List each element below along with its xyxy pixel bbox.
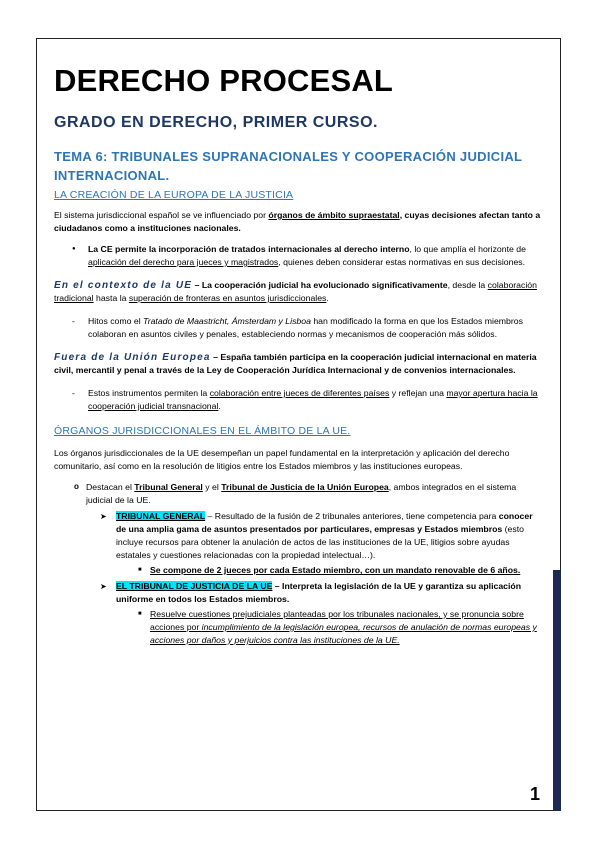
page-number: 1 [530, 784, 541, 804]
document-body [54, 62, 542, 647]
list-item-ce: ● La CE permite la incorporación de tratados internacionales al derecho interno, lo que amplía el horizonte de aplicación del derecho para jueces y magistrados, quienes deben considerar estas normativas en sus decisiones. [88, 243, 542, 269]
section-title-europa-justicia: LA CREACIÓN DE LA EUROPA DE LA JUSTICIA [54, 189, 294, 201]
list-item-instrumentos: - Estos instrumentos permiten la colaboración entre jueces de diferentes países y reflejan una mayor apertura hacia la cooperación judicial transnacional. [88, 387, 542, 413]
document-subtitle: GRADO EN DERECHO, PRIMER CURSO. [54, 114, 378, 131]
list-item-destacan: o Destacan el Tribunal General y el Tribunal de Justicia de la Unión Europea, ambos integrados en el sistema judicial de la UE. [86, 481, 542, 507]
document-title: DERECHO PROCESAL [54, 63, 394, 98]
list-item-tribunal-justicia: ➤ EL TRIBUNAL DE JUSTICIA DE LA UE – Interpreta la legislación de la UE y garantiza su aplicación uniforme en todos los Estados miembros. [116, 580, 542, 606]
paragraph-contexto-ue: En el contexto de la UE – La cooperación judicial ha evolucionado significativamente, desde la colaboración tradicional hasta la superación de fronteras en asuntos jurisdiccionales. [54, 280, 537, 303]
section2-intro: Los órganos jurisdiccionales de la UE desempeñan un papel fundamental en la interpretación y aplicación del derecho comunitario, así como en la resolución de litigios entre los Estados miembros y las instituciones europeas. [54, 448, 510, 471]
list-item-composicion: ■ Se compone de 2 jueces por cada Estado miembro, con un mandato renovable de 6 años. [150, 564, 542, 577]
section1-intro: El sistema jurisdiccional español se ve influenciado por órganos de ámbito supraestatal, cuyas decisiones afectan tanto a ciudadanos como a instituciones nacionales. [54, 210, 541, 233]
paragraph-fuera-ue: Fuera de la Unión Europea – España también participa en la cooperación judicial internacional en materia civil, mercantil y penal a través de la Ley de Cooperación Jurídica Internacional y de convenios internacionales. [54, 352, 537, 375]
list-item-cuestiones-prejudiciales: ■ Resuelve cuestiones prejudiciales planteadas por los tribunales nacionales, y se pronuncia sobre acciones por incumplimiento de la legislación europea, recursos de anulación de normas europeas y acciones por daños y perjuicios contra las instituciones de la UE. [150, 608, 542, 647]
list-item-tribunal-general: ➤ TRIBUNAL GENERAL – Resultado de la fusión de 2 tribunales anteriores, tiene competencia para conocer de una amplia gama de asuntos presentados por particulares, empresas y Estados miembros (esto incluye recursos para obtener la anulación de actos de las instituciones de la UE, litigios sobre ayudas estatales y cuestiones relacionadas con la propiedad intelectual…). [116, 510, 542, 562]
side-accent-bar [553, 570, 561, 811]
section-title-organos: ÓRGANOS JURISDICCIONALES EN EL ÁMBITO DE LA UE. [54, 425, 351, 437]
list-item-hitos: - Hitos como el Tratado de Maastricht, Ámsterdam y Lisboa han modificado la forma en que los Estados miembros colaboran en asuntos civiles y penales, estableciendo normas y mecanismos de cooperación más sólidos. [88, 315, 542, 341]
topic-title: TEMA 6: TRIBUNALES SUPRANACIONALES Y COOPERACIÓN JUDICIAL INTERNACIONAL. [54, 149, 523, 183]
